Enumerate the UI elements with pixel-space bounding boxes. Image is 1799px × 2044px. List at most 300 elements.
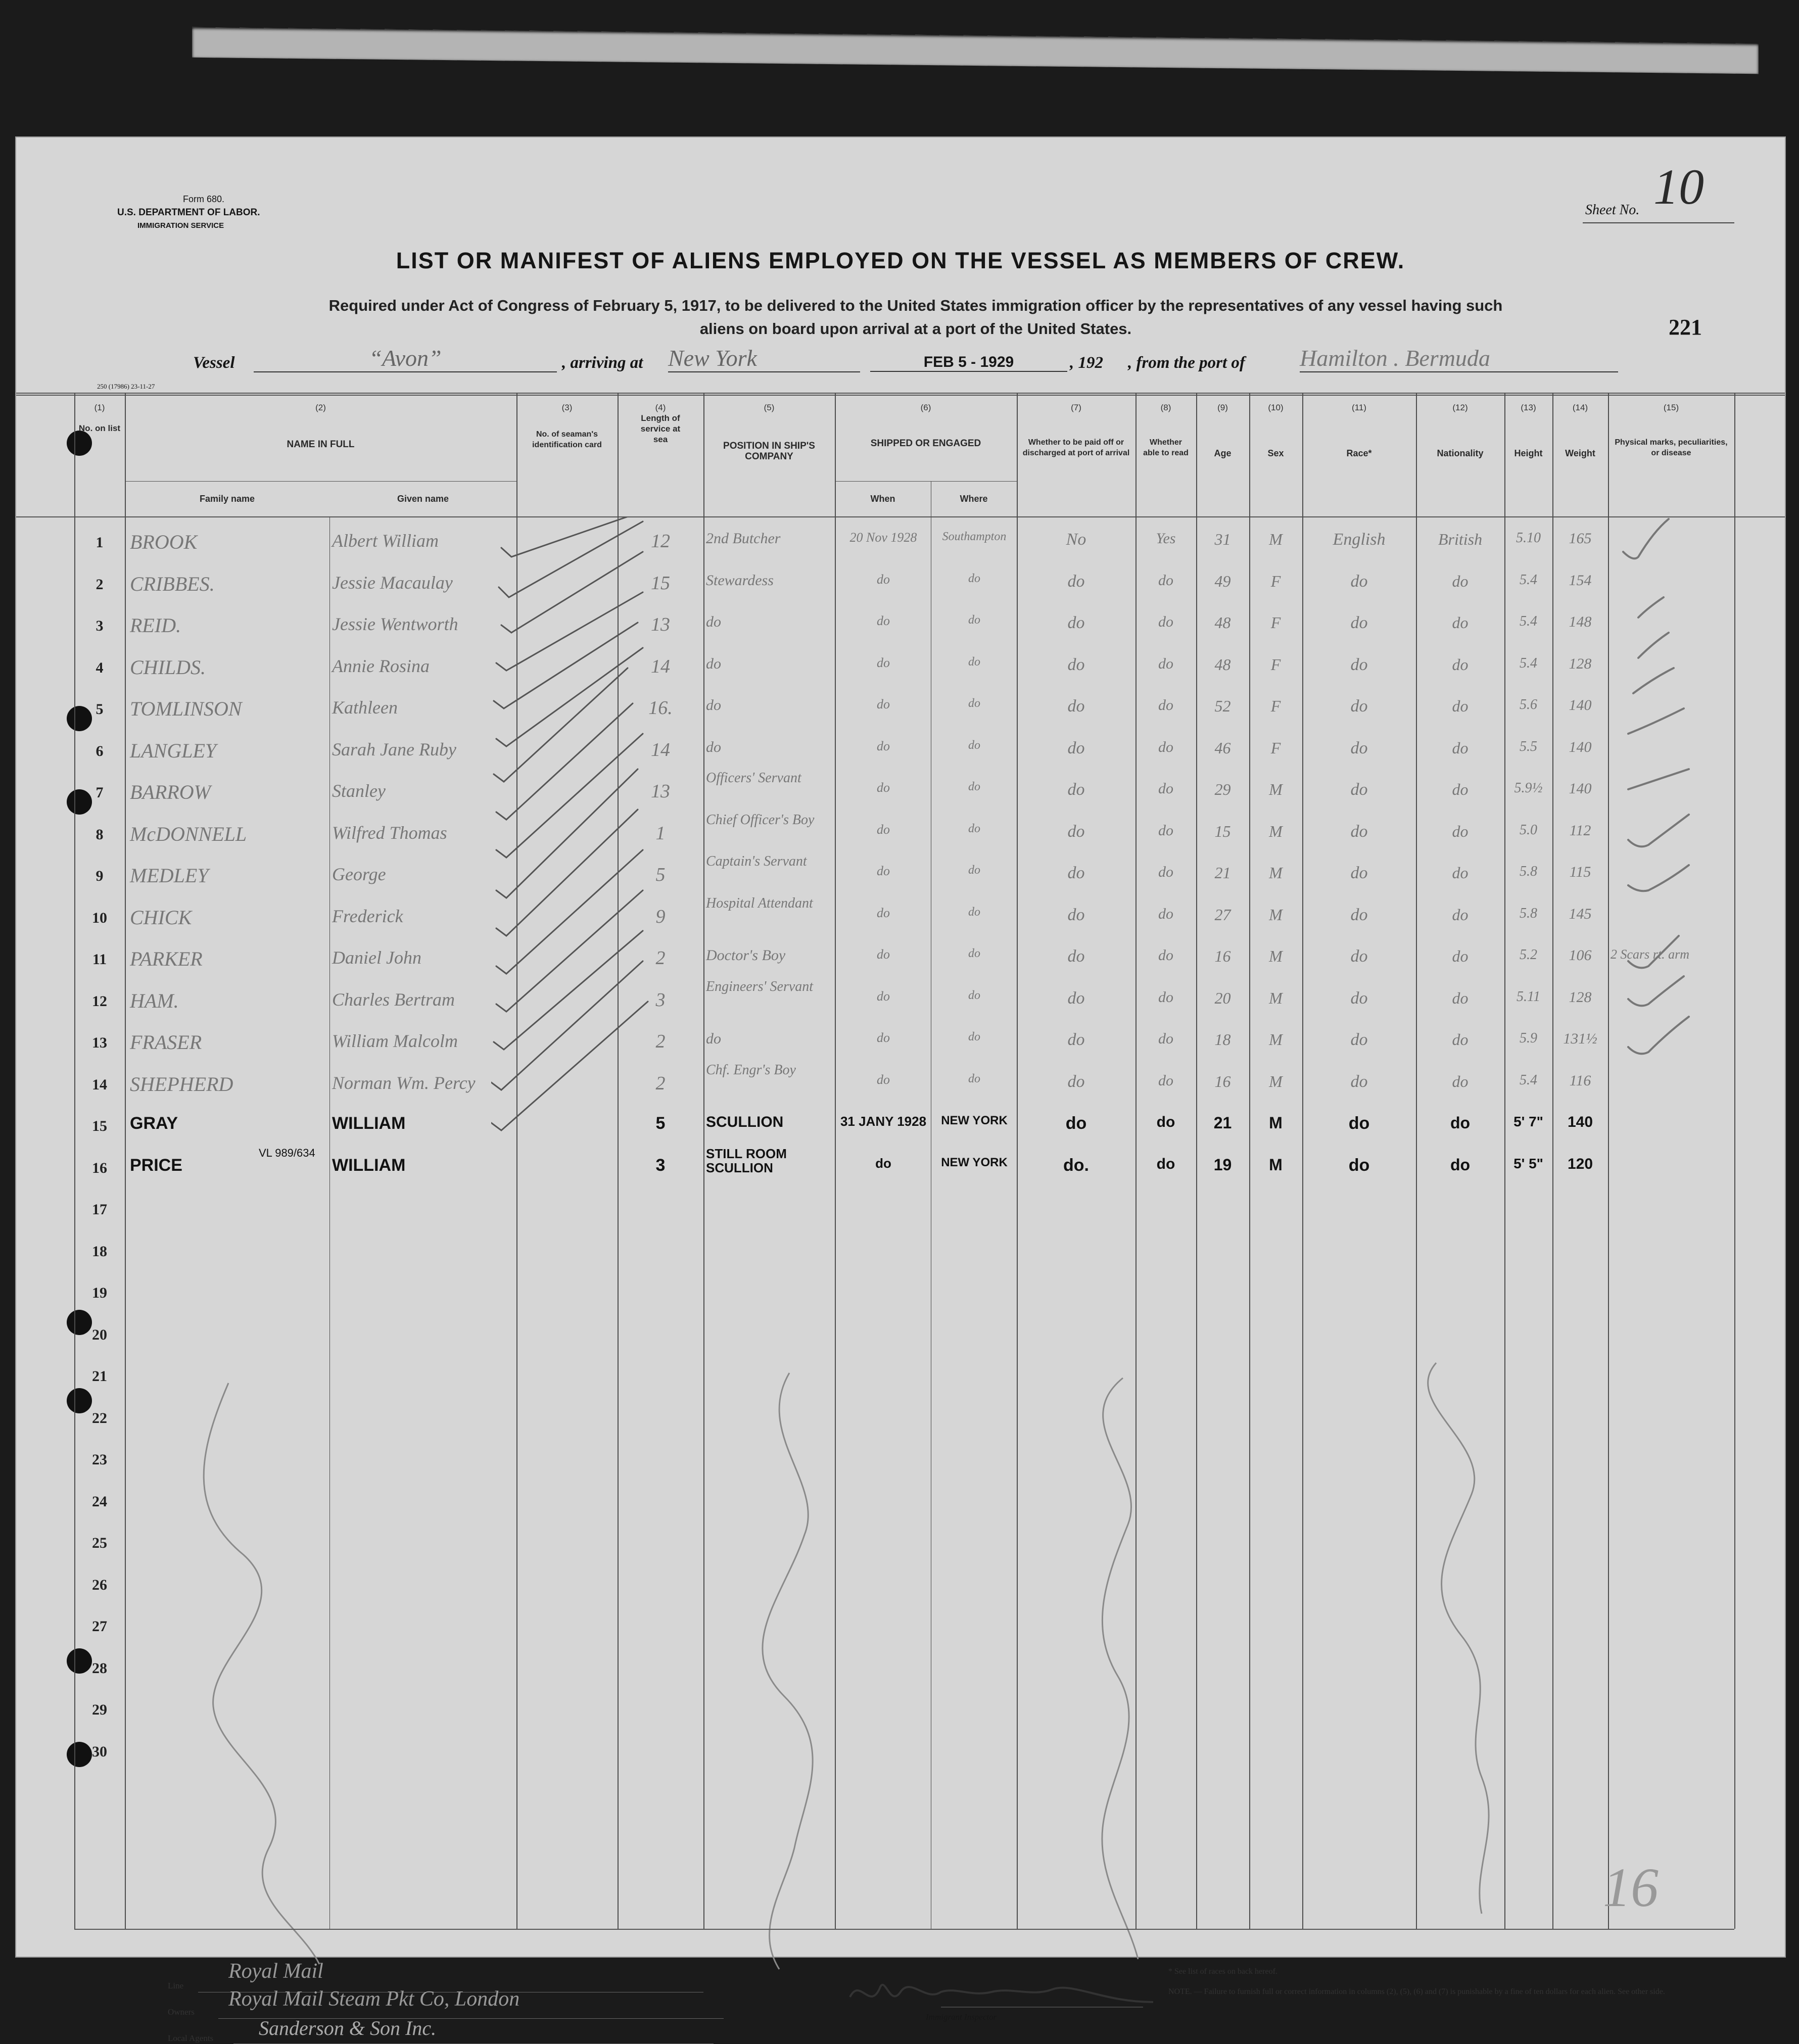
- cell-when: do: [877, 613, 890, 628]
- row-number: 12: [92, 992, 107, 1010]
- cell-family: MEDLEY: [130, 864, 209, 887]
- arriving-label: , arriving at: [562, 354, 643, 372]
- cell-service: 3: [655, 989, 666, 1011]
- cell-service: 2: [655, 947, 666, 969]
- cell-nat: do: [1452, 697, 1469, 715]
- cell-height: 5.0: [1520, 822, 1537, 838]
- cell-paid: do: [1067, 1072, 1085, 1091]
- cell-when: 20 Nov 1928: [849, 530, 917, 545]
- cell-given: Frederick: [332, 906, 403, 926]
- cell-when: do: [877, 572, 890, 587]
- cell-where: do: [968, 780, 980, 793]
- cell-given: Stanley: [332, 781, 386, 801]
- cell-where: do: [968, 572, 980, 585]
- row-number: 28: [92, 1659, 107, 1677]
- row-number: 24: [92, 1493, 107, 1510]
- col-num: (14): [1572, 403, 1588, 412]
- cell-given: Sarah Jane Ruby: [332, 739, 456, 759]
- cell-position: do: [706, 613, 721, 630]
- cell-where: NEW YORK: [941, 1155, 1008, 1169]
- row-number: 21: [92, 1368, 107, 1385]
- cell-sex: F: [1270, 738, 1281, 757]
- cell-where: do: [968, 864, 980, 877]
- cell-nat: do: [1452, 613, 1469, 632]
- cell-age: 16: [1214, 947, 1231, 965]
- cell-height: 5.6: [1520, 697, 1537, 712]
- cell-nat: do: [1450, 1114, 1471, 1132]
- cell-position: Stewardess: [706, 572, 774, 589]
- cell-read: do: [1158, 697, 1173, 714]
- cell-race: do: [1350, 572, 1368, 591]
- cell-weight: 116: [1569, 1072, 1591, 1089]
- row-number: 9: [96, 868, 104, 884]
- col-head-service: Length of service at sea: [640, 413, 681, 444]
- cell-when: do: [877, 738, 890, 753]
- cell-sex: M: [1269, 1114, 1283, 1132]
- cell-where: do: [968, 613, 980, 627]
- cell-where: do: [968, 655, 980, 669]
- cell-family: PRICE: [130, 1155, 182, 1175]
- cell-age: 48: [1214, 613, 1231, 632]
- cell-when: do: [877, 988, 890, 1004]
- cell-sex: M: [1269, 530, 1283, 548]
- cell-paid: do: [1067, 864, 1085, 882]
- subhead-given: Given name: [397, 494, 449, 504]
- cell-height: 5.4: [1520, 613, 1537, 629]
- row-number: 19: [92, 1285, 107, 1301]
- row-number: 16: [92, 1159, 107, 1176]
- cell-age: 16: [1214, 1072, 1231, 1090]
- cell-height: 5.9: [1520, 1030, 1537, 1046]
- cell-mark: [0, 530, 29, 549]
- row-number: 2: [96, 576, 104, 593]
- cell-position: do: [706, 697, 721, 714]
- cell-where: do: [968, 697, 980, 710]
- price-annotation: VL 989/634: [259, 1146, 315, 1159]
- cell-given: WILLIAM: [332, 1114, 406, 1133]
- cell-nat: do: [1450, 1155, 1471, 1174]
- col-head-paid: Whether to be paid off or discharged at port of arrival: [1022, 438, 1130, 457]
- cell-race: do: [1350, 988, 1368, 1008]
- row-number: 23: [92, 1451, 107, 1468]
- col-num: (7): [1071, 403, 1081, 412]
- cell-when: do: [877, 822, 890, 837]
- cell-given: Annie Rosina: [332, 655, 430, 676]
- cell-nat: do: [1452, 822, 1469, 840]
- col-rule: [1734, 393, 1735, 1929]
- cell-race: do: [1350, 738, 1368, 757]
- cell-mark: [0, 780, 29, 799]
- sheet-number: 10: [1653, 159, 1704, 215]
- cell-service: 13: [651, 614, 670, 635]
- col-num: (6): [920, 403, 931, 412]
- cell-position: Chf. Engr's Boy: [706, 1062, 796, 1078]
- cell-mark: [0, 613, 29, 632]
- row-number: 8: [96, 826, 104, 843]
- cell-mark: [0, 697, 29, 716]
- cell-read: do: [1156, 1114, 1175, 1130]
- cell-when: do: [877, 697, 890, 711]
- line-label: Line: [168, 1981, 184, 1990]
- cell-sex: M: [1269, 905, 1283, 924]
- cell-paid: do: [1067, 947, 1085, 966]
- row-number: 6: [96, 742, 104, 759]
- races-note: * See list of races on back hereof.: [1168, 1967, 1277, 1976]
- row-number: 10: [92, 909, 107, 926]
- cell-family: CHICK: [130, 906, 192, 929]
- cell-when: do: [877, 905, 890, 920]
- header-bottom-rule: [16, 516, 1785, 517]
- page-code: 221: [1669, 315, 1702, 340]
- cell-nat: do: [1452, 864, 1469, 882]
- marks-ticks: [1618, 516, 1729, 1082]
- vessel-label: Vessel: [193, 354, 235, 372]
- cancel-lines: [168, 1343, 1633, 1984]
- cell-race: do: [1350, 697, 1368, 716]
- col-head-nationality: Nationality: [1437, 448, 1484, 458]
- cell-position: STILL ROOM SCULLION: [706, 1146, 787, 1175]
- cell-read: Yes: [1156, 530, 1176, 547]
- col-num: (2): [315, 403, 326, 412]
- cell-nat: British: [1438, 530, 1483, 548]
- cell-where: do: [968, 905, 980, 919]
- row-number: 14: [92, 1076, 107, 1093]
- cell-race: do: [1348, 1114, 1370, 1133]
- cell-position: Engineers' Servant: [706, 978, 814, 994]
- cell-read: do: [1158, 780, 1173, 797]
- cell-family: GRAY: [130, 1114, 178, 1133]
- cell-when: do: [877, 1072, 890, 1087]
- col-head-name: NAME IN FULL: [287, 439, 355, 450]
- cell-family: LANGLEY: [130, 739, 217, 762]
- cell-family: SHEPHERD: [130, 1072, 233, 1096]
- cell-service: 2: [655, 1072, 666, 1094]
- col-num: (13): [1521, 403, 1536, 412]
- cell-read: do: [1158, 864, 1173, 880]
- col-rule: [74, 393, 75, 1929]
- cell-mark: [0, 1072, 29, 1091]
- cell-paid: do: [1065, 1114, 1087, 1133]
- cell-nat: do: [1452, 780, 1469, 798]
- cell-mark: [0, 1114, 29, 1132]
- col-num: (5): [764, 403, 775, 412]
- cell-read: do: [1158, 572, 1173, 589]
- col-num: (9): [1217, 403, 1228, 412]
- row-number: 26: [92, 1576, 107, 1593]
- cell-given: Kathleen: [332, 697, 398, 718]
- cell-race: do: [1350, 947, 1368, 966]
- cell-nat: do: [1452, 1072, 1469, 1090]
- cell-height: 5.11: [1517, 988, 1540, 1005]
- cell-service: 9: [655, 906, 666, 927]
- cell-paid: No: [1066, 530, 1086, 549]
- cell-race: do: [1350, 1030, 1368, 1049]
- col-head-weight: Weight: [1565, 448, 1595, 458]
- cell-nat: do: [1452, 905, 1469, 924]
- cell-sex: M: [1269, 822, 1283, 840]
- row-number: 15: [92, 1118, 107, 1134]
- cell-where: do: [968, 1072, 980, 1085]
- cell-height: 5.8: [1520, 864, 1537, 879]
- cell-nat: do: [1452, 947, 1469, 965]
- cell-service: 1: [655, 822, 666, 844]
- cell-height: 5' 7": [1513, 1114, 1543, 1129]
- cell-read: do: [1158, 988, 1173, 1006]
- agents-value: Sanderson & Son Inc.: [259, 2017, 437, 2039]
- cell-when: do: [877, 864, 890, 878]
- note-label: NOTE.: [1168, 1987, 1192, 1996]
- cell-given: Albert William: [332, 531, 439, 551]
- page-title: LIST OR MANIFEST OF ALIENS EMPLOYED ON THE VESSEL AS MEMBERS OF CREW.: [396, 248, 1405, 273]
- col-head-shipped: SHIPPED OR ENGAGED: [870, 438, 981, 449]
- row-number: 18: [92, 1243, 107, 1260]
- cell-nat: do: [1452, 1030, 1469, 1049]
- cell-age: 31: [1214, 530, 1231, 548]
- cell-race: do: [1350, 822, 1368, 841]
- cell-marks: 2 Scars rt. arm: [1611, 947, 1690, 962]
- row-number: 17: [92, 1201, 107, 1218]
- sheet-underline: [1583, 222, 1734, 223]
- cell-height: 5.4: [1520, 572, 1537, 588]
- cell-when: do: [877, 655, 890, 670]
- cell-age: 52: [1214, 697, 1231, 715]
- cell-read: do: [1158, 822, 1173, 839]
- cell-position: do: [706, 655, 721, 672]
- cell-height: 5.8: [1520, 905, 1537, 921]
- cell-age: 18: [1214, 1030, 1231, 1049]
- cell-paid: do: [1067, 1030, 1085, 1049]
- row-number: 1: [96, 534, 104, 551]
- col-num: (8): [1160, 403, 1171, 412]
- row-number: 30: [92, 1743, 107, 1760]
- department-name: U.S. DEPARTMENT OF LABOR.: [117, 207, 260, 218]
- form-number: Form 680.: [183, 194, 225, 204]
- subtitle: [183, 294, 1648, 341]
- cell-sex: M: [1269, 864, 1283, 882]
- cell-given: WILLIAM: [332, 1155, 406, 1175]
- cell-given: Daniel John: [332, 947, 421, 968]
- cell-where: do: [968, 822, 980, 835]
- row-number: 5: [96, 701, 104, 718]
- year-label: , 192: [1070, 354, 1103, 372]
- arriving-port: New York: [668, 345, 860, 372]
- cell-weight: 120: [1567, 1155, 1593, 1172]
- cell-sex: M: [1269, 988, 1283, 1007]
- footer-rule: [74, 1929, 1734, 1930]
- cell-mark: [0, 1030, 29, 1049]
- cell-service: 2: [655, 1031, 666, 1052]
- cell-sex: M: [1269, 1072, 1283, 1090]
- col-head-no: No. on list: [78, 423, 121, 433]
- inspector-label: Immigrant Inspector: [926, 2012, 997, 2022]
- vessel-name: “Avon”: [254, 345, 557, 372]
- cell-where: do: [968, 1030, 980, 1043]
- cell-service: 5: [655, 864, 666, 885]
- cell-when: do: [877, 780, 890, 795]
- col-head-sex: Sex: [1267, 448, 1284, 458]
- col-head-read: Whether able to read: [1143, 438, 1189, 457]
- from-port: Hamilton . Bermuda: [1300, 345, 1618, 372]
- cell-when: 31 JANY 1928: [840, 1114, 927, 1129]
- cell-weight: 106: [1569, 947, 1592, 964]
- cell-nat: do: [1452, 572, 1469, 590]
- cell-family: TOMLINSON: [130, 697, 242, 720]
- cell-weight: 128: [1569, 655, 1592, 672]
- row-number: 4: [96, 659, 104, 676]
- row-number: 11: [92, 951, 107, 968]
- cell-weight: 140: [1569, 697, 1592, 714]
- cell-position: Chief Officer's Boy: [706, 812, 815, 828]
- cell-weight: 165: [1569, 530, 1592, 547]
- row-number: 3: [96, 617, 104, 634]
- cell-mark: [0, 906, 29, 924]
- cell-sex: M: [1269, 947, 1283, 965]
- cell-read: do: [1158, 947, 1173, 964]
- cell-weight: 115: [1569, 864, 1591, 880]
- cell-family: FRASER: [130, 1031, 202, 1054]
- cell-weight: 140: [1567, 1114, 1593, 1130]
- cell-race: do: [1350, 613, 1368, 632]
- col-num: (11): [1352, 403, 1366, 412]
- cell-mark: [0, 822, 29, 841]
- cell-age: 49: [1214, 572, 1231, 590]
- cell-nat: do: [1452, 738, 1469, 757]
- cell-family: CRIBBES.: [130, 572, 215, 595]
- row-number: 20: [92, 1326, 107, 1343]
- cell-sex: M: [1269, 1155, 1283, 1174]
- col-head-card: No. of seaman's identification card: [532, 430, 602, 449]
- cell-nat: do: [1452, 988, 1469, 1007]
- sheet-label: Sheet No.: [1585, 202, 1640, 218]
- cell-paid: do: [1067, 697, 1085, 716]
- cell-height: 5.5: [1520, 738, 1537, 754]
- cell-age: 29: [1214, 780, 1231, 798]
- manifest-sheet: [15, 136, 1786, 2043]
- cell-read: do: [1158, 738, 1173, 755]
- cell-service: 13: [651, 781, 670, 802]
- cell-service: 3: [655, 1155, 666, 1175]
- subhead-family: Family name: [199, 494, 255, 504]
- note-text: — Failure to furnish full or correct information in columns (2), (5), (6) and (7) is punishable by a fine of ten dollars for each alien. See other side.: [1194, 1987, 1665, 1996]
- cell-paid: do: [1067, 738, 1085, 757]
- service-name: IMMIGRATION SERVICE: [137, 221, 224, 230]
- cell-height: 5.4: [1520, 655, 1537, 671]
- cell-position: 2nd Butcher: [706, 530, 781, 547]
- scan-top-strip: [192, 27, 1759, 74]
- cell-height: 5' 5": [1513, 1155, 1543, 1171]
- cell-race: do: [1348, 1155, 1370, 1175]
- line-value: Royal Mail: [228, 1960, 323, 1983]
- cell-sex: F: [1270, 697, 1281, 715]
- cell-paid: do: [1067, 655, 1085, 674]
- cell-weight: 140: [1569, 780, 1592, 797]
- cell-race: do: [1350, 905, 1368, 924]
- cell-given: Wilfred Thomas: [332, 822, 447, 843]
- col-num: (15): [1663, 403, 1679, 412]
- cell-weight: 140: [1569, 738, 1592, 755]
- crew-table: [16, 393, 1785, 1808]
- cell-mark: [0, 739, 29, 757]
- subhead-when: When: [870, 494, 895, 504]
- agents-label: Local Agents: [168, 2033, 214, 2043]
- col-head-age: Age: [1214, 448, 1232, 458]
- cell-height: 5.2: [1520, 947, 1537, 963]
- cell-sex: M: [1269, 780, 1283, 798]
- inspector-signature: [840, 1967, 1163, 2022]
- cell-read: do: [1158, 1030, 1173, 1047]
- cell-mark: [0, 655, 29, 674]
- cell-position: SCULLION: [706, 1114, 784, 1130]
- cell-family: PARKER: [130, 947, 203, 970]
- cell-race: do: [1350, 864, 1368, 882]
- cell-given: William Malcolm: [332, 1031, 458, 1051]
- cell-paid: do: [1067, 822, 1085, 841]
- cell-age: 20: [1214, 988, 1231, 1007]
- cell-family: REID.: [130, 614, 181, 637]
- col-head-position: POSITION IN SHIP'S COMPANY: [723, 441, 815, 462]
- print-code: 250 (17986) 23-11-27: [97, 383, 155, 390]
- cell-read: do: [1158, 613, 1173, 630]
- table-top-rule-2: [16, 395, 1785, 396]
- row-number: 29: [92, 1701, 107, 1718]
- cell-where: do: [968, 738, 980, 752]
- cell-family: CHILDS.: [130, 655, 206, 679]
- cell-weight: 148: [1569, 613, 1592, 630]
- cell-service: 14: [651, 739, 670, 760]
- table-top-rule: [16, 393, 1785, 394]
- owners-label: Owners: [168, 2007, 195, 2017]
- cell-weight: 128: [1569, 988, 1592, 1006]
- cell-sex: M: [1269, 1030, 1283, 1049]
- cell-weight: 145: [1569, 905, 1592, 922]
- col-num: (1): [94, 403, 105, 412]
- cell-read: do: [1156, 1155, 1175, 1172]
- cell-given: Jessie Wentworth: [332, 614, 458, 634]
- cell-where: Southampton: [942, 530, 1007, 543]
- cell-family: HAM.: [130, 989, 179, 1012]
- cell-read: do: [1158, 655, 1173, 672]
- cell-age: 21: [1214, 864, 1231, 882]
- cell-nat: do: [1452, 655, 1469, 674]
- cell-position: do: [706, 1030, 721, 1047]
- col-num: (3): [561, 403, 573, 412]
- cell-when: do: [877, 1030, 890, 1045]
- cell-when: do: [877, 947, 890, 962]
- cell-read: do: [1158, 1072, 1173, 1089]
- cell-sex: F: [1270, 613, 1281, 632]
- col-head-race: Race*: [1346, 448, 1372, 458]
- shipped-subhead-rule: [835, 481, 1017, 482]
- cell-age: 48: [1214, 655, 1231, 674]
- subtitle-line-1: Required under Act of Congress of February 5, 1917, to be delivered to the United States immigration officer by the representatives of any vessel having such: [328, 297, 1503, 314]
- cell-height: 5.4: [1520, 1072, 1537, 1088]
- cell-service: 14: [651, 655, 670, 677]
- fine-note: [1168, 1987, 1674, 1997]
- cell-race: do: [1350, 655, 1368, 674]
- row-number: 13: [92, 1034, 107, 1051]
- cell-paid: do: [1067, 988, 1085, 1008]
- cell-mark: [0, 1156, 29, 1174]
- name-subhead-rule: [125, 481, 516, 482]
- cell-given: George: [332, 864, 386, 884]
- cell-service: 16.: [648, 697, 673, 719]
- cell-paid: do: [1067, 572, 1085, 591]
- cell-mark: [0, 864, 29, 882]
- col-head-marks: Physical marks, peculiarities, or disease: [1615, 438, 1728, 457]
- cell-where: do: [968, 988, 980, 1002]
- subtitle-line-2: aliens on board upon arrival at a port of the United States.: [699, 320, 1132, 338]
- cell-service: 5: [655, 1114, 666, 1133]
